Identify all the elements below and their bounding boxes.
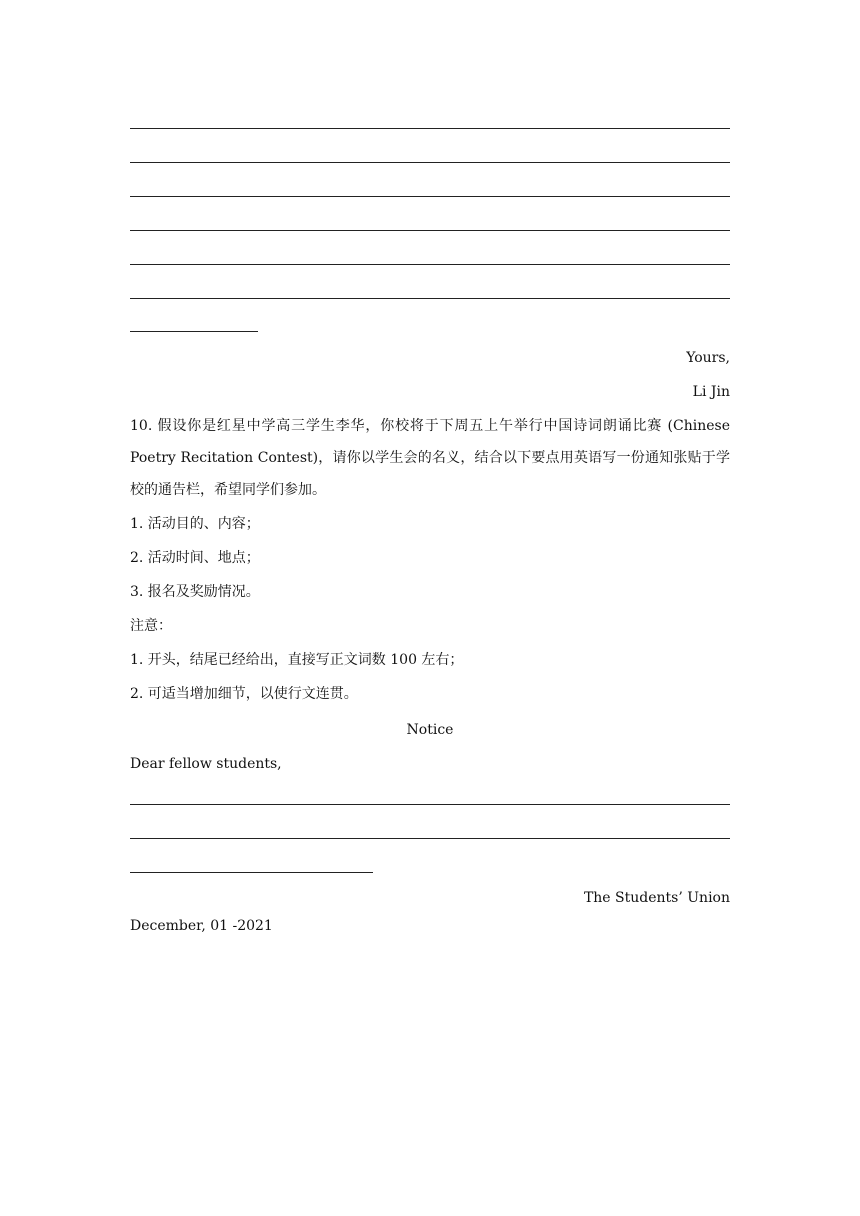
answer-line	[130, 804, 730, 805]
notes-label: 注意：	[130, 618, 172, 634]
requirement-point: 1. 活动目的、内容；	[130, 516, 260, 532]
answer-line	[130, 230, 730, 231]
letter-signoff: Yours,	[686, 350, 730, 366]
notice-signature: The Students’ Union	[583, 890, 730, 906]
note-item: 1. 开头，结尾已经给出，直接写正文词数 100 左右；	[130, 652, 464, 668]
answer-line	[130, 162, 730, 163]
answer-line	[130, 264, 730, 265]
question-prompt: 10. 假设你是红星中学高三学生李华，你校将于下周五上午举行中国诗词朗诵比赛 (Chinese Poetry Recitation Contest)，请你以学生会的名义，结合以下要点用英语写一份通知张贴于学校的通告栏，希望同学们参加。	[130, 418, 730, 498]
notice-greeting: Dear fellow students,	[130, 756, 282, 772]
answer-line	[130, 196, 730, 197]
answer-line	[130, 128, 730, 129]
notice-date: December, 01 -2021	[130, 918, 273, 934]
requirement-point: 2. 活动时间、地点；	[130, 550, 260, 566]
notice-title: Notice	[406, 722, 454, 738]
requirement-point: 3. 报名及奖励情况。	[130, 584, 260, 600]
answer-line-short	[130, 331, 258, 332]
note-item: 2. 可适当增加细节，以使行文连贯。	[130, 686, 358, 702]
letter-signature: Li Jin	[692, 384, 730, 400]
answer-line	[130, 838, 730, 839]
answer-line	[130, 298, 730, 299]
answer-line-short	[130, 872, 373, 873]
